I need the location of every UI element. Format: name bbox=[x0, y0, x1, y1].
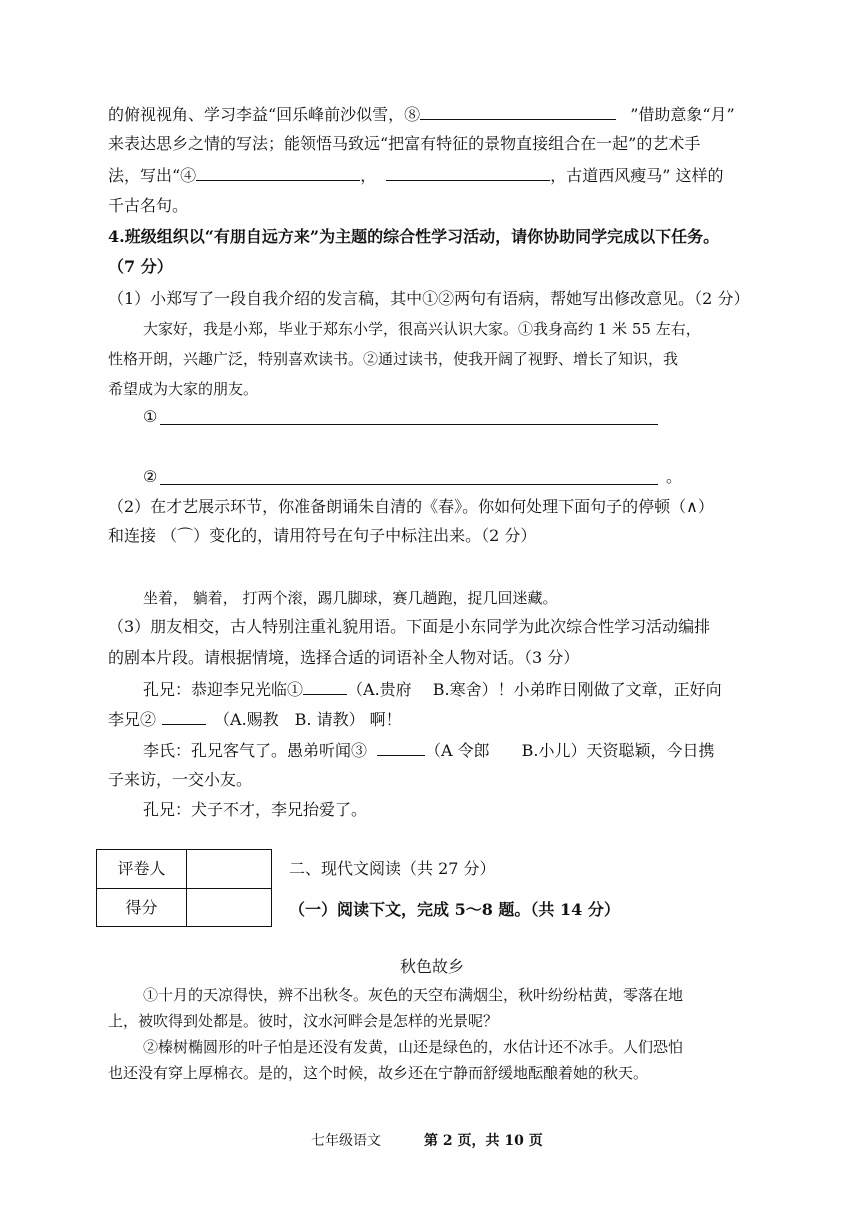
dialog-kong-2-b: （A.赐教 B. 请教） 啊！ bbox=[214, 710, 402, 729]
article-para1-line1: ①十月的天凉得快，辨不出秋冬。灰色的天空布满烟尘，秋叶纷纷枯黄，零落在地 bbox=[143, 986, 684, 1004]
footer-subject: 七年级语文 bbox=[311, 1133, 381, 1149]
article-para2-line2: 也还没有穿上厚棉衣。是的，这个时候，故乡还在宁静而舒缓地酝酿着她的秋天。 bbox=[108, 1064, 649, 1082]
q4-part3-prompt-1: （3）朋友相交，古人特别注重礼貌用语。下面是小东同学为此次综合性学习活动编排 bbox=[108, 617, 711, 636]
reviewer-label: 评卷人 bbox=[117, 859, 166, 878]
q4-part1-prompt: （1）小郑写了一段自我介绍的发言稿，其中①②两句有语病，帮她写出修改意见。（2 分） bbox=[108, 289, 750, 308]
dialog-li-2: 子来访，一交小友。 bbox=[108, 770, 253, 789]
q3-line4: 千古名句。 bbox=[108, 196, 189, 215]
dialog-blank-2[interactable] bbox=[162, 708, 206, 725]
q4-title: 4.班级组织以“有朋自远方来”为主题的综合性学习活动，请你协助同学完成以下任务。 bbox=[108, 227, 720, 246]
q3-line3-b: ， bbox=[360, 166, 377, 185]
dialog-li-1-a: 李氏：孔兄客气了。愚弟听闻③ bbox=[143, 741, 368, 760]
answer-line-1[interactable] bbox=[160, 424, 658, 425]
q4-part2-prompt-2: 和连接 （⌒）变化的，请用符号在句子中标注出来。（2 分） bbox=[108, 526, 537, 545]
dialog-kong-3: 孔兄：犬子不才，李兄抬爱了。 bbox=[143, 800, 368, 819]
q3-line3 bbox=[108, 164, 723, 187]
dialog-li-1 bbox=[143, 739, 715, 762]
reviewer-cell[interactable] bbox=[187, 850, 271, 888]
q4-part2-prompt-1: （2）在才艺展示环节，你准备朗诵朱自清的《春》。你如何处理下面句子的停顿（∧） bbox=[108, 497, 714, 516]
q4-part3-prompt-2: 的剧本片段。请根据情境，选择合适的词语补全人物对话。（3 分） bbox=[108, 648, 580, 667]
q4-points: （7 分） bbox=[108, 257, 173, 276]
article-para2-line1: ②榛树椭圆形的叶子怕是还没有发黄，山还是绿色的，水估计还不冰手。人们恐怕 bbox=[143, 1038, 684, 1056]
q4-part1-text-3: 希望成为大家的朋友。 bbox=[108, 380, 259, 398]
q4-part1-text-2: 性格开朗，兴趣广泛，特别喜欢读书。②通过读书，使我开阔了视野、增长了知识，我 bbox=[108, 350, 679, 368]
q3-blank-8[interactable] bbox=[420, 103, 616, 120]
score-table bbox=[96, 849, 272, 927]
q3-line1-a: 的俯视视角、学习李益“回乐峰前沙似雪，⑧ bbox=[108, 105, 421, 124]
score-cell[interactable] bbox=[187, 889, 271, 927]
q3-line2: 来表达思乡之情的写法；能领悟马致远“把富有特征的景物直接组合在一起”的艺术手 bbox=[108, 134, 701, 153]
dialog-kong-1-a: 孔兄：恭迎李兄光临① bbox=[143, 680, 304, 699]
footer-page: 第 2 页，共 10 页 bbox=[424, 1133, 543, 1149]
q3-line1-b: ”借助意象“月” bbox=[630, 105, 735, 124]
dialog-kong-1 bbox=[143, 678, 722, 701]
dialog-kong-2-a: 李兄② bbox=[108, 710, 157, 729]
q3-line1 bbox=[108, 103, 735, 126]
answer-line-2[interactable] bbox=[160, 484, 658, 485]
q3-line3-c: ，古道西风瘦马” 这样的 bbox=[550, 166, 724, 185]
answer-line-1-mark: ① bbox=[143, 407, 158, 426]
answer-line-2-end: 。 bbox=[666, 467, 683, 486]
dialog-li-1-b: （A 令郎 B.小儿）天资聪颖，今日携 bbox=[425, 741, 715, 760]
q3-blank-4b[interactable] bbox=[386, 164, 550, 181]
article-title: 秋色故乡 bbox=[400, 957, 465, 976]
score-label: 得分 bbox=[125, 898, 158, 917]
q4-part1-text-1: 大家好，我是小郑，毕业于郑东小学，很高兴认识大家。①我身高约 1 米 55 左右， bbox=[143, 320, 701, 338]
q3-blank-4a[interactable] bbox=[196, 164, 360, 181]
dialog-kong-2 bbox=[108, 708, 402, 731]
dialog-kong-1-b: （A.贵府 B.寒舍）！小弟昨日刚做了文章，正好向 bbox=[347, 680, 722, 699]
dialog-blank-3[interactable] bbox=[377, 739, 425, 756]
answer-line-2-mark: ② bbox=[143, 467, 158, 486]
section2-title: 二、现代文阅读（共 27 分） bbox=[289, 859, 496, 878]
section2-subtitle: （一）阅读下文，完成 5～8 题。（共 14 分） bbox=[289, 900, 620, 919]
article-para1-line2: 上，被吹得到处都是。彼时，汶水河畔会是怎样的光景呢？ bbox=[108, 1012, 499, 1030]
q4-part2-sentence: 坐着， 躺着， 打两个滚，踢几脚球，赛几趟跑，捉几回迷藏。 bbox=[143, 589, 558, 607]
q3-line3-a: 法，写出“④ bbox=[108, 166, 197, 185]
dialog-blank-1[interactable] bbox=[303, 678, 347, 695]
